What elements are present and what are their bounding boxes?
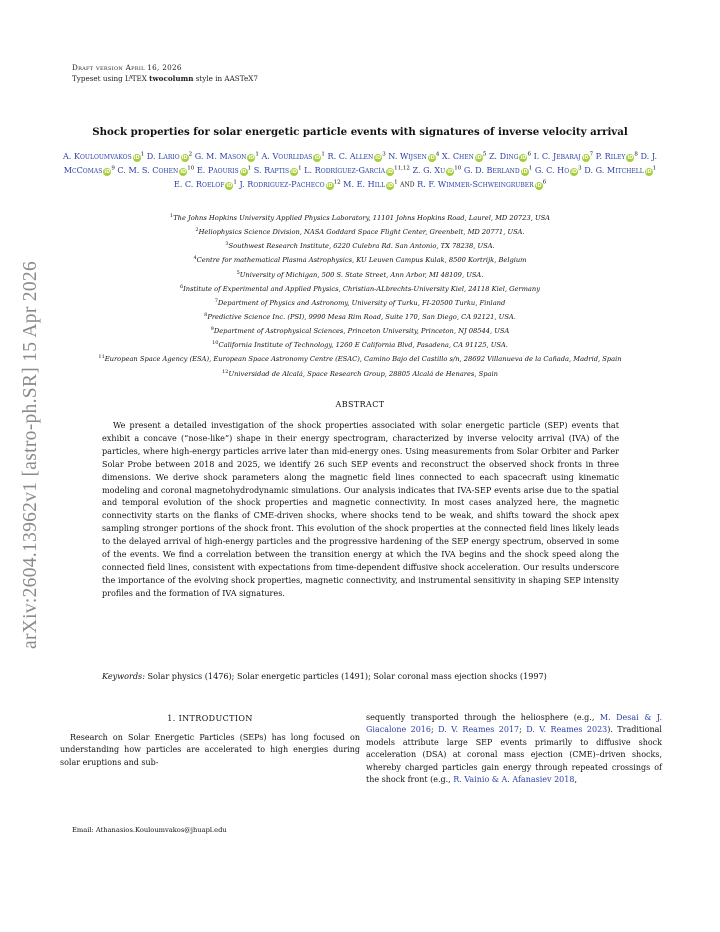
orcid-icon[interactable]: iD — [428, 154, 435, 161]
affiliation-text: Predictive Science Inc. (PSI), 9990 Mesa Rim Road, Suite 170, San Diego, CA 92121, USA. — [207, 313, 516, 322]
affiliation — [60, 239, 660, 253]
author-name: E. Paouris — [196, 164, 239, 175]
author-affiliation-mark: 8 — [634, 151, 638, 157]
affiliation-number: 1 — [170, 213, 174, 219]
arxiv-id: arXiv:2604.13962v1 [astro-ph.SR] 15 Apr 2026 — [20, 260, 41, 649]
author-name: G. M. Mason — [194, 150, 247, 161]
author[interactable] — [63, 151, 144, 161]
author[interactable] — [464, 165, 532, 175]
author[interactable] — [343, 179, 397, 189]
author[interactable] — [442, 151, 486, 161]
orcid-icon[interactable]: iD — [645, 168, 652, 175]
author[interactable] — [197, 165, 251, 175]
affiliation — [60, 310, 660, 324]
author-affiliation-mark: 1 — [528, 165, 533, 172]
author-name: G. D. Berland — [463, 164, 520, 175]
author-name: A. Vourlidas — [261, 150, 313, 161]
author-affiliation-mark: 3 — [578, 165, 582, 172]
author-name: G. C. Ho — [534, 164, 570, 175]
author-affiliation-mark: 10 — [187, 165, 195, 172]
affiliation-number: 12 — [222, 368, 229, 375]
affiliation — [60, 367, 660, 381]
intro-column-2: sequently transported through the heliosphere (e.g., M. Desai & J. Giacalone 2016; D. V. Reames 2017; D. V. Reames 2023). Traditional models attribute large SEP events primarily to diffusive shock acceleration (DSA) at coronal mass ejection (CME)–driven shocks, whereby charged particles gain energy through repeated crossings of the shock front (e.g., R. Vainio & A. Afanasiev 2018, — [366, 713, 662, 785]
affiliation — [60, 296, 660, 310]
corresponding-email: Email: Athanasios.Kouloumvakos@jhuapl.edu — [72, 826, 227, 834]
author[interactable] — [584, 165, 656, 175]
author-affiliation-mark: 1 — [298, 165, 302, 172]
author-name: S. Raptis — [253, 164, 290, 175]
orcid-icon[interactable]: iD — [447, 168, 454, 175]
affiliation-text: Heliophysics Science Division, NASA Goddard Space Flight Center, Greenbelt, MD 20771, USA. — [198, 228, 525, 237]
affiliation-text: Centre for mathematical Plasma Astrophysics, KU Leuven Campus Kulak, 8500 Kortrijk, Belgium — [196, 256, 527, 265]
affiliation-number: 2 — [195, 227, 199, 234]
author-name: L. Rodríguez-García — [304, 164, 386, 175]
affiliation-text: The Johns Hopkins University Applied Physics Laboratory, 11101 Johns Hopkins Road, Laurel, MD 20723, USA — [173, 214, 550, 223]
author-name: M. E. Hill — [343, 178, 386, 189]
author-affiliation-mark: 11,12 — [394, 165, 410, 172]
affiliation-text: California Institute of Technology, 1260 E California Blvd, Pasadena, CA 91125, USA. — [218, 341, 508, 350]
orcid-icon[interactable]: iD — [387, 168, 394, 175]
section-heading: 1. INTRODUCTION — [167, 714, 253, 723]
orcid-icon[interactable]: iD — [248, 154, 255, 161]
abstract-text: We present a detailed investigation of the shock properties associated with solar energetic particle (SEP) events that exhibit a concave (“nose-like”) shape in their energy spectrogram, characterized by inverse velocity arrival (IVA) of the particles, where high-energy particles arrive later than mid-energy ones. Using measurements from Solar Orbiter and Parker Solar Probe between 2018 and 2025, we identify 26 such SEP events and reconstruct the observed shock fronts in three dimensions. We derive shock parameters along the magnetic field lines connected to each spacecraft using kinematic modeling and coronal magnetohydrodynamic simulations. Our analysis indicates that IVA-SEP events arise due to the spatial and temporal evolution of the shock properties and magnetic connectivity. In most cases analyzed here, the magnetic connectivity starts on the flanks of CME-driven shocks, where shocks tend to be weak, and shifts toward the shock apex sampling stronger portions of the shock front. This evolution of the shock properties at the connected field lines likely leads to the delayed arrival of high-energy particles and the progressive hardening of the SEP energy spectrum, observed in some of the events. We find a correlation between the transition energy at which the IVA begins and the shock speed along the connected field lines, consistent with expectations from time-dependent diffusive shock acceleration. Our results underscore the importance of the evolving shock properties, magnetic connectivity, and instrumental sensitivity in shaping SEP intensity profiles and the formation of IVA signatures. — [102, 420, 619, 598]
author-name: I. C. Jebaraj — [533, 150, 581, 161]
author-name: E. C. Roelof — [173, 178, 225, 189]
author[interactable] — [174, 179, 237, 189]
affiliation-text: Department of Physics and Astronomy, University of Turku, FI-20500 Turku, Finland — [217, 299, 506, 308]
orcid-icon[interactable]: iD — [521, 168, 528, 175]
orcid-icon[interactable]: iD — [181, 154, 188, 161]
author-affiliation-mark: 1 — [247, 165, 252, 172]
author-name: R. C. Allen — [327, 150, 374, 161]
affiliation-text: University of Michigan, 500 S. State Street, Ann Arbor, MI 48109, USA. — [239, 270, 484, 279]
citation-link[interactable]: D. V. Reames 2023 — [526, 725, 608, 735]
keywords — [102, 670, 674, 683]
affiliation-number: 6 — [179, 283, 184, 290]
affiliation-text: Southwest Research Institute, 6220 Culebra Rd. San Antonio, TX 78238, USA. — [228, 242, 495, 251]
arxiv-sidebar-stamp — [6, 232, 56, 677]
orcid-icon[interactable]: iD — [535, 182, 542, 189]
author[interactable] — [534, 151, 594, 161]
author-affiliation-mark: 1 — [140, 151, 145, 157]
author[interactable] — [304, 165, 410, 175]
orcid-icon[interactable]: iD — [475, 154, 482, 161]
author-name: P. Riley — [595, 150, 626, 161]
affiliation-number: 11 — [98, 354, 105, 361]
orcid-icon[interactable]: iD — [582, 154, 589, 161]
author-affiliation-mark: 3 — [382, 151, 386, 157]
affiliation — [60, 282, 660, 296]
author[interactable] — [147, 151, 192, 161]
page-header — [72, 63, 258, 84]
author[interactable] — [117, 165, 194, 175]
author[interactable] — [327, 151, 385, 161]
affiliation-number: 8 — [204, 311, 208, 318]
keywords-label: Keywords: — [102, 671, 145, 681]
orcid-icon[interactable]: iD — [104, 168, 111, 175]
paper-title: Shock properties for solar energetic particle events with signatures of inverse velocity arrival — [92, 126, 628, 138]
author[interactable] — [412, 165, 461, 175]
author-name: R. F. Wimmer-Schweingruber — [417, 178, 534, 189]
author[interactable] — [417, 179, 546, 189]
orcid-icon[interactable]: iD — [133, 154, 140, 161]
author-affiliation-mark: 4 — [435, 151, 440, 157]
typeset-line: Typeset using $L^ATEX$ twocolumn style in AASTeX7 — [72, 74, 258, 83]
author-name: D. Lario — [146, 150, 180, 161]
author-affiliation-mark: 1 — [255, 151, 259, 157]
orcid-icon[interactable]: iD — [520, 154, 527, 161]
and-word: and — [397, 178, 418, 189]
author-affiliation-mark: 7 — [589, 151, 594, 157]
orcid-icon[interactable]: iD — [571, 168, 578, 175]
author-affiliation-mark: 1 — [394, 179, 398, 186]
affiliation-list — [60, 211, 660, 381]
affiliation-text: Institute of Experimental and Applied Physics, Christian-ALbrechts-University Kiel, 24118 Kiel, Germany — [183, 284, 541, 293]
orcid-icon[interactable]: iD — [314, 154, 321, 161]
author-affiliation-mark: 10 — [454, 165, 462, 172]
orcid-icon[interactable]: iD — [180, 168, 187, 175]
author-name: N. Wijsen — [388, 150, 427, 161]
author-affiliation-mark: 12 — [333, 179, 341, 186]
affiliation-number: 10 — [212, 340, 219, 347]
author[interactable] — [388, 151, 439, 161]
author-affiliation-mark: 1 — [652, 165, 657, 172]
affiliation — [60, 338, 660, 352]
affiliation-text: European Space Agency (ESA), European Space Astronomy Centre (ESAC), Camino Bajo del Castillo s/n, 28692 Villanueva de la Cañada, Madrid, Spain — [104, 355, 622, 364]
author-name: X. Chen — [441, 150, 474, 161]
author-affiliation-mark: 9 — [111, 165, 115, 172]
orcid-icon[interactable]: iD — [291, 168, 298, 175]
author[interactable] — [535, 165, 582, 175]
author-affiliation-mark: 5 — [482, 151, 487, 157]
author-name: D. J. McComas — [63, 150, 658, 175]
affiliation — [60, 211, 660, 225]
author[interactable] — [254, 165, 302, 175]
affiliation-number: 9 — [210, 326, 214, 333]
author-affiliation-mark: 6 — [527, 151, 531, 157]
orcid-icon[interactable]: iD — [240, 168, 247, 175]
affiliation — [60, 268, 660, 282]
author-name: C. M. S. Cohen — [117, 164, 179, 175]
affiliation-number: 5 — [236, 269, 240, 276]
author-affiliation-mark: 6 — [542, 179, 547, 186]
draft-version: Draft version April 16, 2026 — [72, 63, 182, 72]
affiliation — [60, 352, 660, 366]
orcid-icon[interactable]: iD — [226, 182, 233, 189]
orcid-icon[interactable]: iD — [387, 182, 393, 189]
author-affiliation-mark: 1 — [321, 151, 325, 157]
citation-link[interactable]: M. Desai & J. Giacalone 2016 — [366, 713, 662, 735]
citation-link[interactable]: D. V. Reames 2017 — [438, 725, 520, 735]
affiliation-number: 7 — [214, 297, 218, 304]
affiliation — [60, 324, 660, 338]
affiliation-text: Department of Astrophysical Sciences, Princeton University, Princeton, NJ 08544, USA — [213, 327, 510, 336]
author[interactable] — [489, 151, 531, 161]
affiliation-number: 4 — [193, 255, 197, 262]
author[interactable] — [239, 179, 340, 189]
affiliation-number: 3 — [225, 241, 229, 248]
author-name: Z. G. Xu — [412, 164, 446, 175]
author-name: Z. Ding — [488, 150, 519, 161]
author-name: A. Kouloumvakos — [62, 150, 132, 161]
citation-link[interactable]: R. Vainio & A. Afanasiev 2018 — [453, 775, 575, 785]
affiliation — [60, 253, 660, 267]
author-name: D. G. Mitchell — [584, 164, 644, 175]
author-list — [60, 148, 660, 190]
orcid-icon[interactable]: iD — [375, 154, 382, 161]
author[interactable] — [596, 151, 638, 161]
author-affiliation-mark: 2 — [188, 151, 193, 157]
author-name: J. Rodriguez-Pacheco — [239, 178, 325, 189]
affiliation-text: Universidad de Alcalá, Space Research Group, 28805 Alcalá de Henares, Spain — [228, 369, 498, 378]
author[interactable] — [195, 151, 259, 161]
abstract-heading: ABSTRACT — [335, 400, 385, 409]
orcid-icon[interactable]: iD — [627, 154, 634, 161]
keywords-text: Solar physics (1476); Solar energetic particles (1491); Solar coronal mass ejection shocks (1997) — [147, 671, 547, 681]
orcid-icon[interactable]: iD — [326, 182, 333, 189]
author-affiliation-mark: 1 — [233, 179, 237, 186]
intro-column-1: Research on Solar Energetic Particles (SEPs) has long focused on understanding how particles are accelerated to high energies during solar eruptions and sub- — [60, 733, 360, 767]
affiliation — [60, 225, 660, 239]
author[interactable] — [261, 151, 324, 161]
